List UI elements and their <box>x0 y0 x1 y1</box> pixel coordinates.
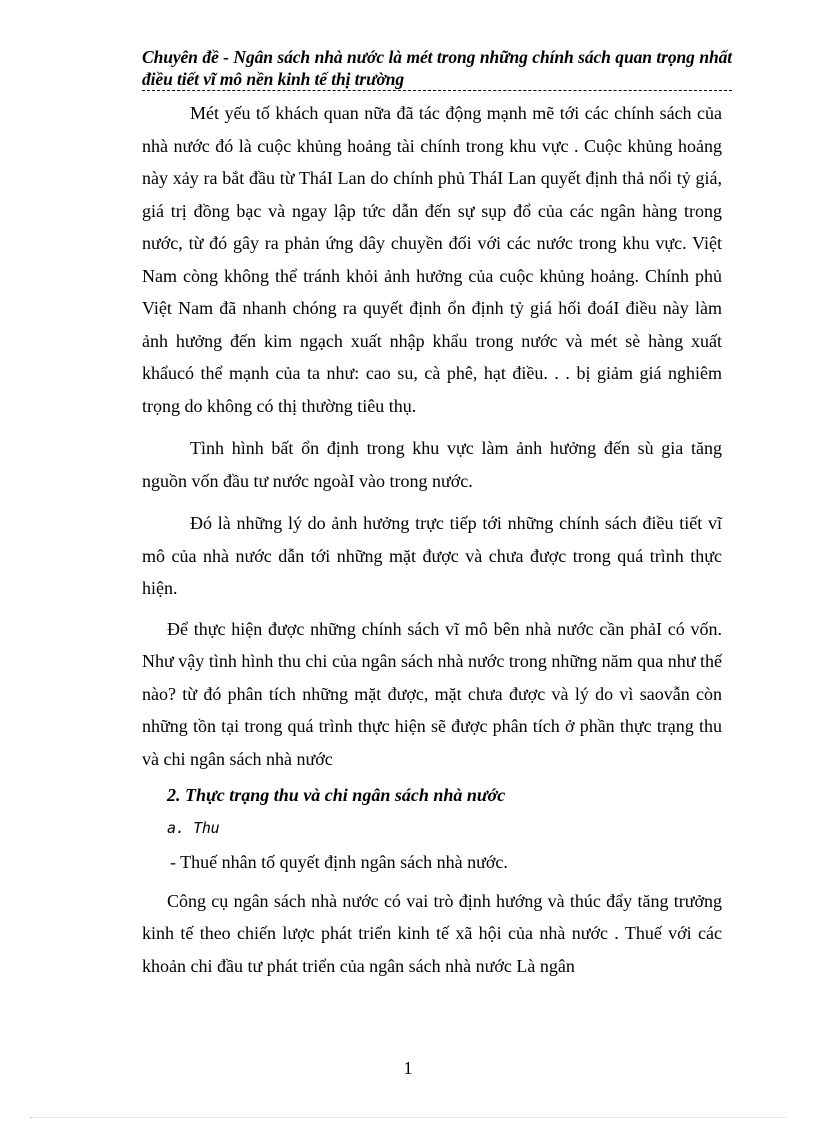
section-heading: 2. Thực trạng thu và chi ngân sách nhà nước <box>167 785 506 805</box>
paragraph: Tình hình bất ổn định trong khu vực làm ảnh hưởng đến sù gia tăng nguồn vốn đầu tư nước ngoàI vào trong nước. <box>142 438 722 491</box>
paragraph: Công cụ ngân sách nhà nước có vai trò định hướng và thúc đẩy tăng trưởng kinh tế theo chiến lược phát triển kinh tế xã hội của nhà nước . Thuế với các khoản chi đầu tư phát triển của ngân sách nhà nước Là ngân <box>142 890 722 976</box>
subsection-heading: a. Thu <box>167 818 220 837</box>
paragraph: Để thực hiện được những chính sách vĩ mô bên nhà nước cần phảI có vốn. Như vậy tình hình thu chi của ngân sách nhà nước trong những năm qua như thế nào? từ đó phân tích những mặt được, mặt chưa được và lý do vì saovẫn còn những tồn tại trong quá trình thực hiện sẽ được phân tích ở phần thực trạng thu và chi ngân sách nhà nước <box>142 618 722 769</box>
page-bottom-divider <box>30 1117 786 1118</box>
bullet-item: - Thuế nhân tố quyết định ngân sách nhà nước. <box>170 852 508 872</box>
running-header: Chuyên đề - Ngân sách nhà nước là mét trong những chính sách quan trọng nhất điều tiết vĩ mô nền kinh tế thị trường <box>142 47 732 89</box>
document-body <box>142 97 722 982</box>
paragraph: Mét yếu tố khách quan nữa đã tác động mạnh mẽ tới các chính sách của nhà nước đó là cuộc khủng hoảng tài chính trong khu vực . Cuộc khủng hoảng này xảy ra bắt đầu từ TháI Lan do chính phủ TháI Lan quyết định thả nổi tỷ giá, giá trị đồng bạc và ngay lập tức dẫn đến sự sụp đổ của các ngân hàng trong nước, từ đó gây ra phản ứng dây chuyền đối với các nước trong khu vực. Việt Nam còng không thể tránh khỏi ảnh hưởng của cuộc khủng hoảng. Chính phủ Việt Nam đã nhanh chóng ra quyết định ổn định tỷ giá hối đoáI điều này làm ảnh hưởng đến kim ngạch xuất nhập khẩu trong nước và mét sè hàng xuất khẩucó thể mạnh của ta như: cao su, cà phê, hạt điều. . . bị giảm giá nghiêm trọng do không có thị thường tiêu thụ. <box>142 103 722 416</box>
page-number: 1 <box>403 1058 413 1078</box>
header-divider <box>142 90 732 91</box>
paragraph: Đó là những lý do ảnh hưởng trực tiếp tới những chính sách điều tiết vĩ mô của nhà nước dẫn tới những mặt được và chưa được trong quá trình thực hiện. <box>142 513 722 598</box>
